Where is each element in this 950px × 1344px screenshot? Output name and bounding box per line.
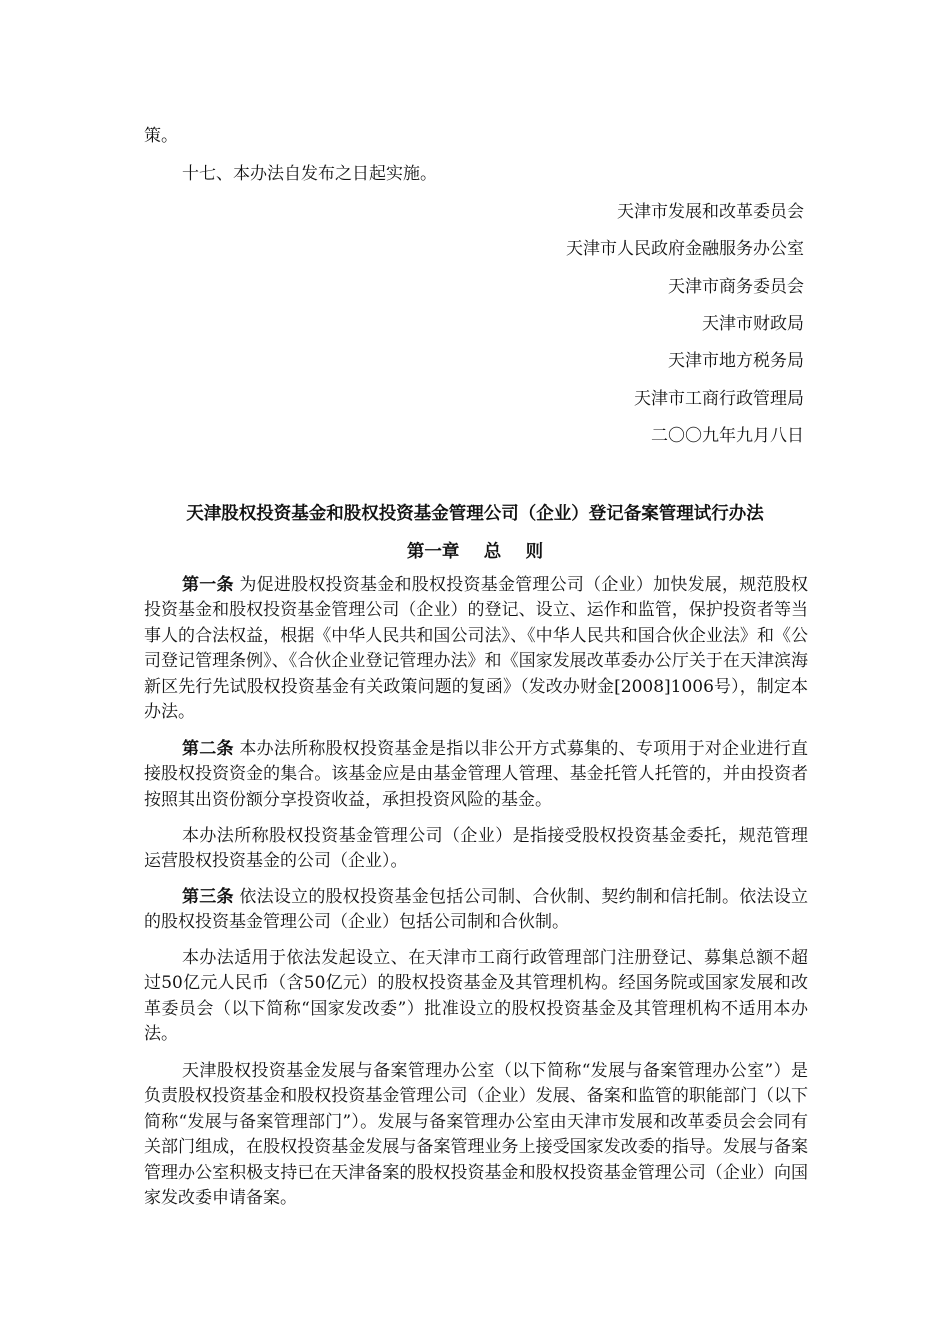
signatory-3: 天津市商务委员会 bbox=[668, 277, 804, 297]
signatory-6: 天津市工商行政管理局 bbox=[634, 389, 804, 409]
article-3-paragraph-3: 天津股权投资基金发展与备案管理办公室（以下简称“发展与备案管理办公室”）是负责股权投资基金和股权投资基金管理公司（企业）发展、备案和监管的职能部门（以下简称“发展与备案管理部门”）。发展与备案管理办公室由天津市发展和改革委员会会同有关部门组成，在股权投资基金发展与备案管理业务上接受国家发改委的指导。发展与备案管理办公室积极支持已在天津备案的股权投资基金和股权投资基金管理公司（企业）向国家发改委申请备案。 bbox=[144, 1061, 808, 1209]
article-2-label: 第二条 bbox=[182, 739, 234, 759]
signatory-1: 天津市发展和改革委员会 bbox=[617, 202, 804, 222]
article-2-text: 本办法所称股权投资基金是指以非公开方式募集的、专项用于对企业进行直接股权投资资金的集合。该基金应是由基金管理人管理、基金托管人托管的，并由投资者按照其出资份额分享投资收益，承担投资风险的基金。 bbox=[144, 739, 808, 810]
chapter-heading: 第一章 总 则 bbox=[406, 542, 544, 562]
issue-date: 二〇〇九年九月八日 bbox=[651, 426, 804, 446]
signatory-4: 天津市财政局 bbox=[702, 314, 804, 334]
article-17: 十七、本办法自发布之日起实施。 bbox=[182, 164, 437, 184]
signatory-2: 天津市人民政府金融服务办公室 bbox=[566, 239, 804, 259]
article-1-label: 第一条 bbox=[182, 575, 234, 595]
previous-text-fragment: 策。 bbox=[144, 126, 178, 146]
article-3-paragraph-2: 本办法适用于依法发起设立、在天津市工商行政管理部门注册登记、募集总额不超过50亿元人民币（含50亿元）的股权投资基金及其管理机构。经国务院或国家发展和改革委员会（以下简称“国家发改委”）批准设立的股权投资基金及其管理机构不适用本办法。 bbox=[144, 948, 808, 1045]
article-2 bbox=[144, 737, 808, 813]
document-title: 天津股权投资基金和股权投资基金管理公司（企业）登记备案管理试行办法 bbox=[186, 504, 764, 524]
article-2-paragraph-2: 本办法所称股权投资基金管理公司（企业）是指接受股权投资基金委托，规范管理运营股权投资基金的公司（企业）。 bbox=[144, 826, 808, 872]
signatory-5: 天津市地方税务局 bbox=[668, 351, 804, 371]
article-1 bbox=[144, 573, 808, 725]
article-3-label: 第三条 bbox=[182, 887, 234, 907]
article-3-text: 依法设立的股权投资基金包括公司制、合伙制、契约制和信托制。依法设立的股权投资基金管理公司（企业）包括公司制和合伙制。 bbox=[144, 887, 808, 933]
article-1-text: 为促进股权投资基金和股权投资基金管理公司（企业）加快发展，规范股权投资基金和股权投资基金管理公司（企业）的登记、设立、运作和监管，保护投资者等当事人的合法权益，根据《中华人民共和国公司法》、《中华人民共和国合伙企业法》和《公司登记管理条例》、《合伙企业登记管理办法》和《国家发展改革委办公厅关于在天津滨海新区先行先试股权投资基金有关政策问题的复函》（发改办财金[2008]1006号），制定本办法。 bbox=[144, 575, 808, 723]
article-3 bbox=[144, 885, 808, 936]
